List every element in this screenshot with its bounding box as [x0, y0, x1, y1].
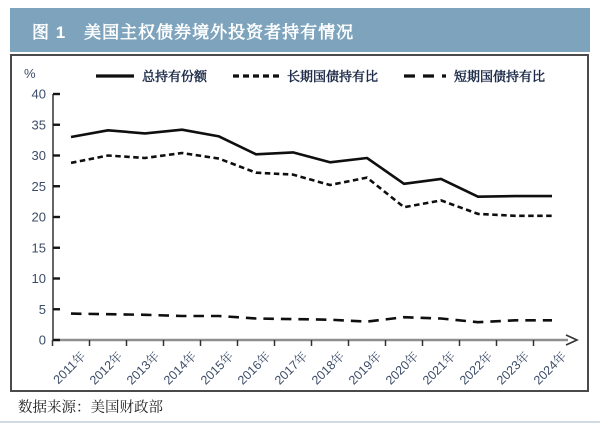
- figure-title: 图 1 美国主权债券境外投资者持有情况: [32, 22, 355, 42]
- legend-label: 总持有份额: [142, 69, 208, 84]
- y-tick-label: 0: [38, 332, 46, 348]
- x-tick-label: 2022年: [456, 349, 496, 388]
- legend-marker-dashed-fine-icon: [233, 72, 279, 80]
- chart-legend: [96, 66, 545, 85]
- line-chart: [12, 56, 587, 390]
- y-tick-label: 5: [38, 301, 46, 317]
- x-tick-label: 2018年: [308, 349, 348, 388]
- x-tick-label: 2017年: [271, 349, 311, 388]
- series-line-1: [71, 153, 552, 216]
- x-tick-label: 2021年: [419, 349, 459, 388]
- legend-item-2: [404, 66, 545, 85]
- x-tick-label: 2013年: [123, 349, 163, 388]
- legend-item-0: [96, 66, 207, 85]
- data-source-note: 数据来源：美国财政部: [18, 400, 163, 416]
- x-tick-label: 2024年: [530, 349, 570, 388]
- legend-label: 短期国债持有比: [454, 69, 546, 84]
- x-tick-label: 2011年: [50, 349, 89, 387]
- chart-area: [10, 54, 589, 392]
- y-tick-label: 40: [31, 86, 46, 102]
- y-tick-label: 30: [31, 148, 46, 163]
- bottom-divider: [0, 421, 600, 423]
- y-axis-unit-label: %: [24, 66, 36, 81]
- x-tick-label: 2014年: [160, 349, 200, 388]
- figure-header: [10, 8, 590, 52]
- x-tick-label: 2016年: [234, 349, 274, 388]
- legend-label: 长期国债持有比: [287, 69, 379, 84]
- series-line-0: [71, 130, 552, 197]
- y-tick-label: 10: [31, 271, 46, 286]
- x-tick-label: 2019年: [345, 349, 385, 388]
- y-tick-label: 15: [31, 240, 46, 256]
- y-tick-label: 35: [31, 117, 46, 133]
- x-tick-label: 2015年: [197, 349, 237, 388]
- y-tick-label: 20: [31, 209, 46, 225]
- x-tick-label: 2012年: [86, 349, 126, 388]
- x-tick-label: 2020年: [382, 349, 422, 388]
- y-tick-label: 25: [31, 178, 46, 194]
- series-line-2: [71, 314, 552, 323]
- legend-marker-solid-icon: [96, 72, 134, 80]
- legend-item-1: [233, 66, 378, 85]
- x-tick-label: 2023年: [493, 349, 533, 388]
- legend-marker-dashed-wide-icon: [404, 72, 446, 80]
